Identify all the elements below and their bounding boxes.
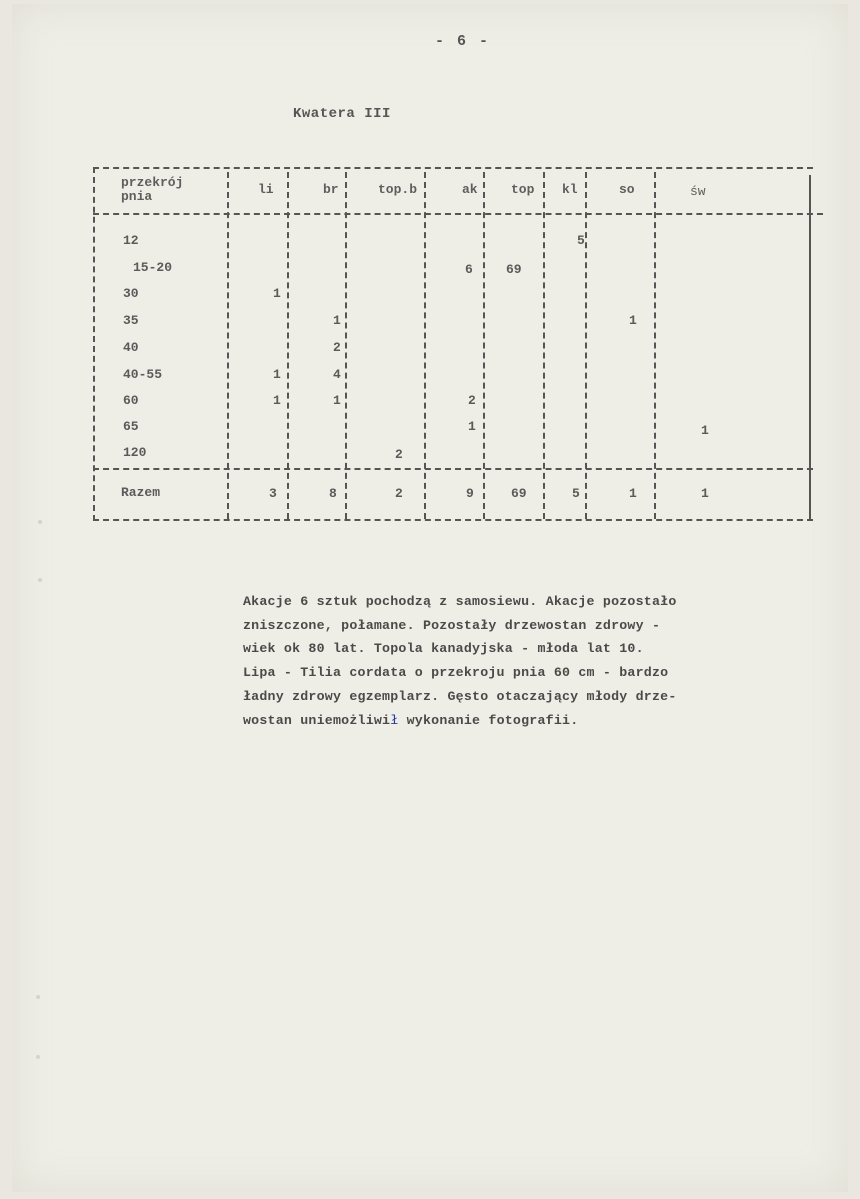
- cell-top: 69: [506, 262, 522, 277]
- total-br: 8: [329, 486, 337, 501]
- cell-so: 1: [629, 313, 637, 328]
- header-sw: św: [690, 184, 706, 199]
- header-so: so: [619, 182, 635, 197]
- remarks-line: ładny zdrowy egzemplarz. Gęsto otaczający młody drze-: [243, 688, 677, 704]
- total-ak: 9: [466, 486, 474, 501]
- header-top: top: [511, 182, 535, 197]
- cell-br: 1: [333, 313, 341, 328]
- cell-li: 1: [273, 393, 281, 408]
- table-right-border: [809, 175, 811, 521]
- col-divider: [287, 172, 289, 519]
- tree-count-table: [93, 167, 813, 523]
- header-topb: top.b: [378, 182, 418, 197]
- col-divider: [483, 172, 485, 519]
- remarks-line-last: [243, 709, 823, 733]
- row-label: 35: [123, 313, 139, 328]
- row-label: 40-55: [123, 367, 163, 382]
- header-przekroj: [121, 176, 183, 204]
- section-heading: Kwatera III: [293, 106, 391, 122]
- cell-br: 4: [333, 367, 341, 382]
- cell-br: 2: [333, 340, 341, 355]
- col-divider: [654, 172, 656, 519]
- cell-ak: 6: [465, 262, 473, 277]
- header-divider: [93, 213, 823, 215]
- header-br: br: [323, 182, 339, 197]
- total-sw: 1: [701, 486, 709, 501]
- remarks-text: wostan uniemożliwi: [243, 712, 391, 728]
- header-kl: kl: [562, 182, 578, 197]
- col-divider: [543, 172, 545, 519]
- remarks-line: Akacje 6 sztuk pochodzą z samosiewu. Akacje pozostało: [243, 594, 677, 609]
- remarks-text: wykonanie fotografii.: [398, 712, 579, 728]
- page-number: - 6 -: [435, 33, 491, 50]
- row-label: 65: [123, 419, 139, 434]
- cell-kl: 5: [577, 233, 585, 248]
- row-label: 120: [123, 445, 147, 460]
- cell-topb: 2: [395, 447, 403, 462]
- total-so: 1: [629, 486, 637, 501]
- row-label: 15-20: [133, 260, 173, 275]
- cell-sw: 1: [701, 423, 709, 438]
- header-ak: ak: [462, 182, 478, 197]
- row-label: 12: [123, 233, 139, 248]
- row-label: 60: [123, 393, 139, 408]
- total-kl: 5: [572, 486, 580, 501]
- cell-ak: 1: [468, 419, 476, 434]
- table-top-border: [93, 167, 813, 169]
- header-przekroj-line2: pnia: [121, 189, 153, 204]
- remarks-line: zniszczone, połamane. Pozostały drzewostan zdrowy -: [243, 617, 661, 633]
- col-divider: [93, 167, 95, 521]
- col-divider: [227, 172, 229, 519]
- cell-li: 1: [273, 286, 281, 301]
- row-label: 30: [123, 286, 139, 301]
- header-li: li: [258, 182, 274, 197]
- table-bottom-border: [93, 519, 813, 521]
- total-divider: [93, 468, 813, 470]
- remarks-line: wiek ok 80 lat. Topola kanadyjska - młoda lat 10.: [243, 641, 644, 657]
- col-divider: [345, 172, 347, 519]
- remarks-paragraph: [243, 590, 823, 732]
- header-przekroj-line1: przekrój: [121, 175, 184, 190]
- cell-ak: 2: [468, 393, 476, 408]
- total-li: 3: [269, 486, 277, 501]
- col-divider: [424, 172, 426, 519]
- col-divider: [585, 172, 587, 519]
- row-label: 40: [123, 340, 139, 355]
- handwritten-correction: ł: [390, 712, 399, 728]
- total-label: Razem: [121, 485, 161, 500]
- total-top: 69: [511, 486, 527, 501]
- cell-li: 1: [273, 367, 281, 382]
- remarks-line: Lipa - Tilia cordata o przekroju pnia 60 cm - bardzo: [243, 665, 669, 681]
- cell-br: 1: [333, 393, 341, 408]
- total-topb: 2: [395, 486, 403, 501]
